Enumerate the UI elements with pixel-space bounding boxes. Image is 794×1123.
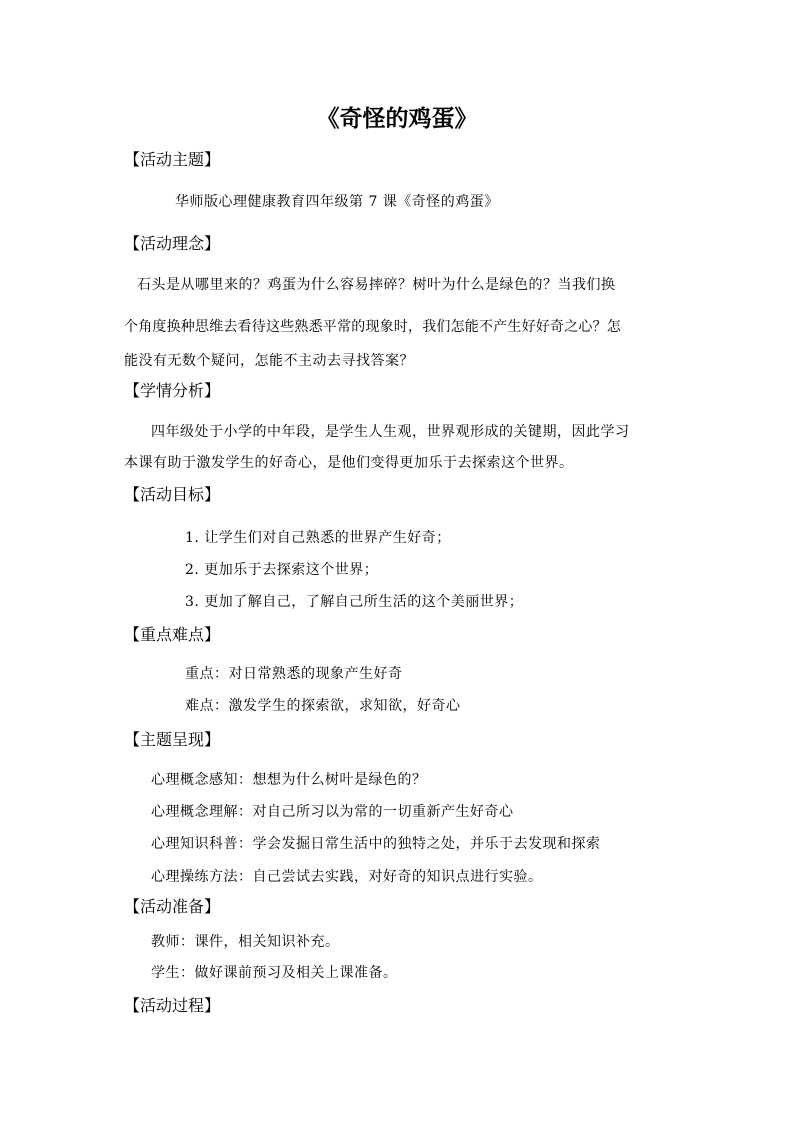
- preparation-teacher: 教师：课件，相关知识补充。: [151, 934, 340, 950]
- analysis-line-2: 本课有助于激发学生的好奇心，是他们变得更加乐于去探索这个世界。: [124, 455, 574, 471]
- document-title: 《奇怪的鸡蛋》: [316, 106, 478, 132]
- goal-item-1: 1. 让学生们对自己熟悉的世界产生好奇；: [185, 530, 451, 546]
- section-heading-theme: 【活动主题】: [124, 150, 221, 169]
- keypoint-focus: 重点：对日常熟悉的现象产生好奇: [185, 666, 403, 682]
- analysis-line-1: 四年级处于小学的中年段，是学生人生观，世界观形成的关键期，因此学习: [151, 424, 630, 440]
- concept-line-3: 能没有无数个疑问，怎能不主动去寻找答案？: [124, 353, 414, 369]
- keypoint-difficulty: 难点：激发学生的探索欲，求知欲，好奇心: [185, 698, 461, 714]
- concept-line-1: 石头是从哪里来的？鸡蛋为什么容易摔碎？树叶为什么是绿色的？当我们换: [137, 277, 616, 293]
- section-heading-keypoints: 【重点难点】: [124, 625, 221, 644]
- goal-item-3: 3. 更加了解自己，了解自己所生活的这个美丽世界；: [185, 594, 524, 610]
- section-heading-concept: 【活动理念】: [124, 234, 221, 253]
- theme-text: 华师版心理健康教育四年级第 7 课《奇怪的鸡蛋》: [175, 194, 499, 210]
- concept-line-2: 个角度换种思维去看待这些熟悉平常的现象时，我们怎能不产生好好奇之心？怎: [124, 319, 621, 335]
- goal-item-2: 2. 更加乐于去探索这个世界；: [185, 562, 379, 578]
- presentation-line-2: 心理概念理解：对自己所习以为常的一切重新产生好奇心: [151, 804, 514, 820]
- section-heading-process: 【活动过程】: [124, 996, 221, 1015]
- section-heading-goals: 【活动目标】: [124, 485, 221, 504]
- presentation-line-3: 心理知识科普：学会发掘日常生活中的独特之处，并乐于去发现和探索: [151, 836, 601, 852]
- presentation-line-1: 心理概念感知：想想为什么树叶是绿色的？: [151, 772, 427, 788]
- section-heading-preparation: 【活动准备】: [124, 897, 221, 916]
- section-heading-presentation: 【主题呈现】: [124, 730, 221, 749]
- preparation-student: 学生：做好课前预习及相关上课准备。: [151, 965, 398, 981]
- presentation-line-4: 心理操练方法：自己尝试去实践，对好奇的知识点进行实验。: [151, 869, 543, 885]
- section-heading-analysis: 【学情分析】: [124, 381, 221, 400]
